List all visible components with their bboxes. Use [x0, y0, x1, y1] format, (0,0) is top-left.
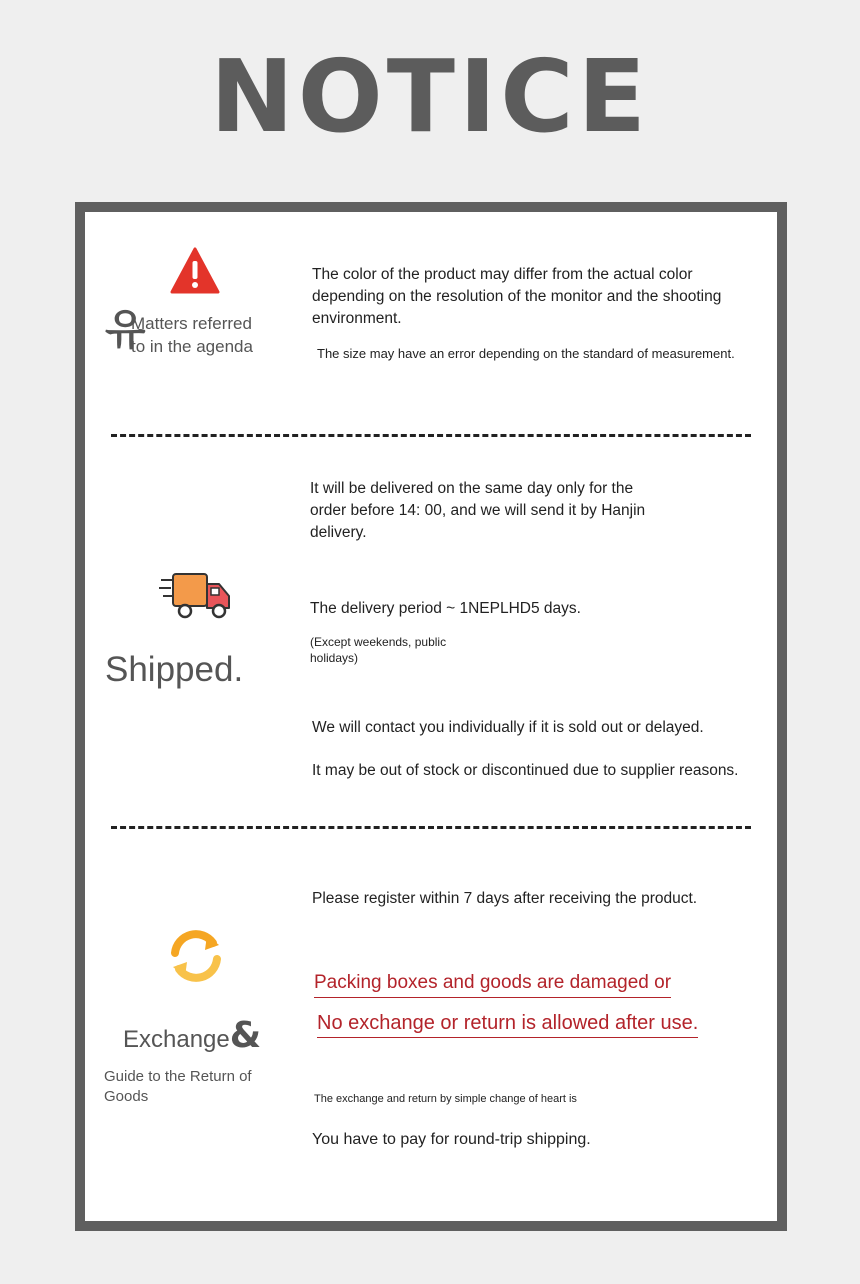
exchange-text-shipping: You have to pay for round-trip shipping.	[312, 1131, 591, 1148]
shipping-text-period: The delivery period ~ 1NEPLHD5 days.	[310, 600, 581, 617]
agenda-glyph: 유	[105, 305, 146, 354]
section-divider	[111, 434, 751, 437]
shipping-text-except: (Except weekends, public holidays)	[310, 635, 447, 665]
agenda-text-size: The size may have an error depending on the standard of measurement.	[317, 346, 735, 361]
agenda-label-line1: Matters referred	[131, 314, 252, 333]
warning-triangle-icon	[170, 247, 220, 295]
agenda-text-color: The color of the product may differ from the actual color depending on the resolution of the monitor and the shooting environment.	[312, 266, 722, 327]
exchange-text-heart: The exchange and return by simple change of heart is	[314, 1093, 577, 1105]
ampersand-mark: &	[229, 1015, 262, 1056]
agenda-label-line2: to in the agenda	[131, 337, 253, 356]
shipping-text-contact: We will contact you individually if it is sold out or delayed.	[312, 719, 704, 736]
exchange-label-sub: Guide to the Return of Goods	[104, 1068, 252, 1105]
exchange-text-register: Please register within 7 days after receiving the product.	[312, 890, 698, 907]
shipping-text-stock: It may be out of stock or discontinued due to supplier reasons.	[312, 762, 739, 779]
exchange-label-word: Exchange	[123, 1026, 230, 1053]
refresh-arrows-icon	[165, 925, 227, 987]
shipping-text-sameday: It will be delivered on the same day only for the order before 14: 00, and we will send it by Hanjin delivery.	[310, 480, 646, 541]
shipping-label: Shipped.	[105, 650, 244, 689]
page-title: NOTICE	[210, 38, 650, 155]
exchange-label	[123, 1015, 262, 1058]
delivery-truck-icon	[159, 570, 233, 622]
notice-panel	[85, 212, 777, 1221]
agenda-label	[131, 312, 311, 358]
exchange-red-noreturn: No exchange or return is allowed after use.	[317, 1010, 698, 1038]
section-divider	[111, 826, 751, 829]
notice-frame	[75, 202, 787, 1231]
exchange-red-damaged: Packing boxes and goods are damaged or	[314, 970, 671, 998]
